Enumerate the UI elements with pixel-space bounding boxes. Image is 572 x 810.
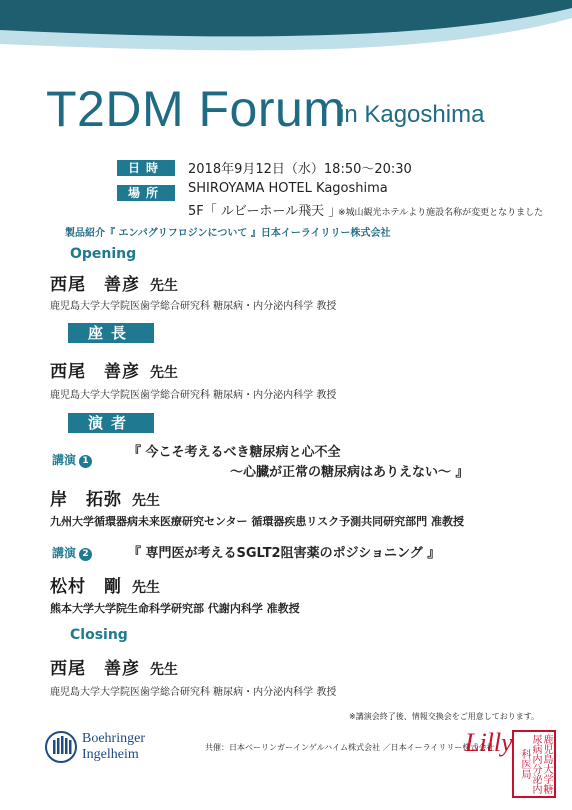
venue-note: ※城山観光ホテルより施設名称が変更となりました bbox=[338, 208, 544, 218]
lecture2-honorific: 先生 bbox=[132, 580, 160, 596]
lecture2-name: 松村 剛 bbox=[50, 577, 122, 597]
lecture1-speaker bbox=[50, 485, 160, 510]
lecture1-number: 1 bbox=[79, 455, 92, 468]
lecture2-title: 『 専門医が考えるSGLT2阻害薬のポジショニング 』 bbox=[128, 546, 441, 561]
lecture1-label-text: 講演 bbox=[52, 453, 77, 467]
opening-affiliation: 鹿児島大学大学院医歯学総合研究科 糖尿病・内分泌内科学 教授 bbox=[50, 301, 337, 312]
speakers-label: 演者 bbox=[68, 413, 154, 433]
closing-affiliation: 鹿児島大学大学院医歯学総合研究科 糖尿病・内分泌内科学 教授 bbox=[50, 687, 337, 698]
lecture1-affiliation: 九州大学循環器病未来医療研究センター 循環器疾患リスク予測共同研究部門 准教授 bbox=[50, 515, 464, 528]
chair-speaker bbox=[50, 357, 178, 382]
opening-label: Opening bbox=[70, 246, 137, 262]
chair-label: 座長 bbox=[68, 323, 154, 343]
chair-honorific: 先生 bbox=[150, 365, 178, 381]
closing-name: 西尾 善彦 bbox=[50, 659, 140, 679]
opening-honorific: 先生 bbox=[150, 278, 178, 294]
lecture2-label bbox=[52, 544, 92, 561]
date-label: 日時 bbox=[117, 160, 175, 176]
logo-line2: Ingelheim bbox=[82, 747, 139, 762]
lecture1-title-line1: 『 今こそ考えるべき糖尿病と心不全 bbox=[128, 445, 341, 460]
venue-room: 5F「 ルビーホール飛天 」 bbox=[188, 204, 342, 219]
opening-name: 西尾 善彦 bbox=[50, 275, 140, 295]
venue-label: 場所 bbox=[117, 185, 175, 201]
opening-speaker bbox=[50, 270, 178, 295]
lecture1-honorific: 先生 bbox=[132, 493, 160, 509]
chair-affiliation: 鹿児島大学大学院医歯学総合研究科 糖尿病・内分泌内科学 教授 bbox=[50, 390, 337, 401]
page-title: T2DM Forum bbox=[46, 81, 346, 137]
cosponsor-text: 共催：日本ベーリンガーインゲルハイム株式会社 ／日本イーライリリー株式会社 bbox=[205, 743, 495, 752]
closing-honorific: 先生 bbox=[150, 662, 178, 678]
lecture2-label-text: 講演 bbox=[52, 546, 77, 560]
date-value: 2018年9月12日（水）18:50～20:30 bbox=[188, 162, 412, 177]
lilly-logo: Lilly bbox=[465, 728, 513, 757]
lecture2-speaker bbox=[50, 572, 160, 597]
logo-line1: Boehringer bbox=[82, 731, 145, 746]
header-banner bbox=[0, 0, 572, 70]
closing-speaker bbox=[50, 654, 178, 679]
closing-label: Closing bbox=[70, 627, 128, 643]
lecture1-title-line2: ～心臓が正常の糖尿病はありえない～ 』 bbox=[230, 465, 469, 480]
venue-name: SHIROYAMA HOTEL Kagoshima bbox=[188, 181, 388, 196]
stamp-seal: 鹿児島大学糖尿病内分泌内科医局 bbox=[512, 730, 556, 798]
lecture2-number: 2 bbox=[79, 548, 92, 561]
boehringer-logo-icon bbox=[44, 730, 78, 764]
lecture2-affiliation: 熊本大学大学院生命科学研究部 代謝内科学 准教授 bbox=[50, 602, 300, 615]
chair-name: 西尾 善彦 bbox=[50, 362, 140, 382]
lecture1-label bbox=[52, 451, 92, 468]
product-intro: 製品紹介『 エンパグリフロジンについて 』日本イーライリリー株式会社 bbox=[65, 228, 391, 239]
footer-note: ※講演会終了後、情報交換会をご用意しております。 bbox=[349, 712, 540, 721]
lecture1-name: 岸 拓弥 bbox=[50, 490, 122, 510]
page-subtitle: in Kagoshima bbox=[339, 101, 485, 128]
